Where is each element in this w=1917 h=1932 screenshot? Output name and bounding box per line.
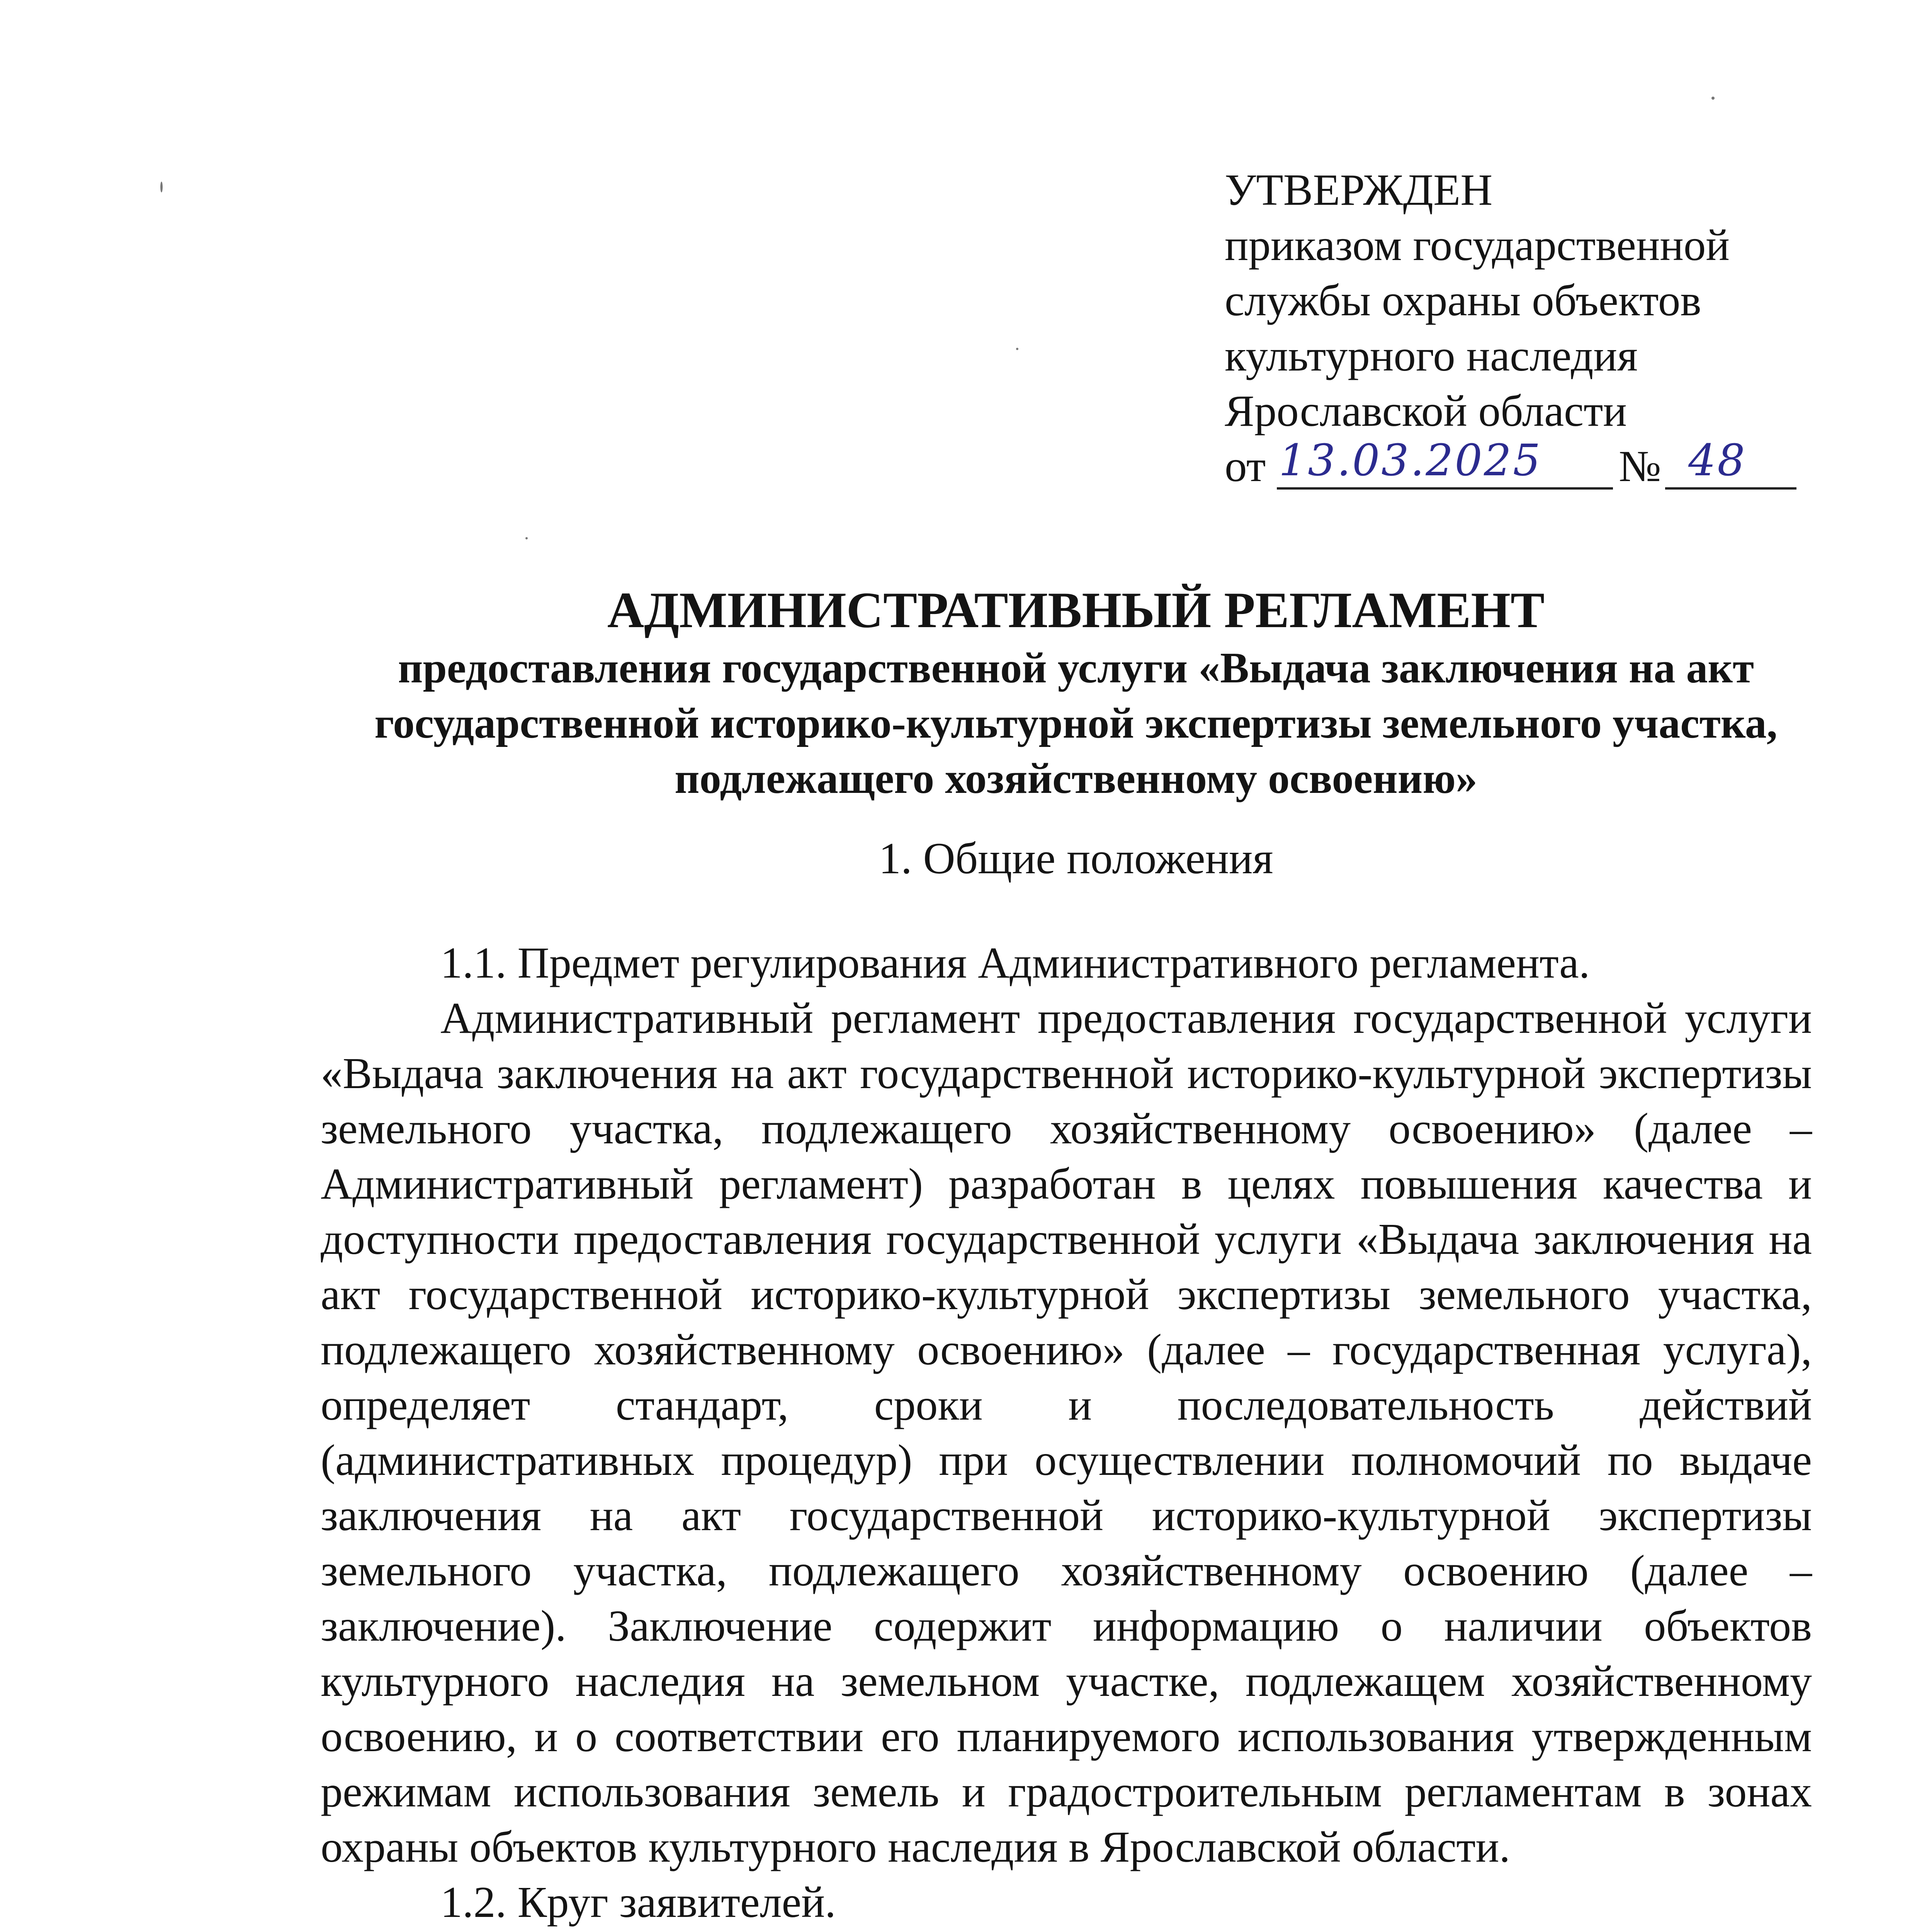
scan-speck bbox=[160, 182, 163, 192]
paragraph: 1.1. Предмет регулирования Административного регламента. bbox=[440, 938, 1590, 987]
approval-line: Ярославской области bbox=[1225, 386, 1627, 435]
scan-speck bbox=[1016, 348, 1018, 350]
document-subtitle-line: предоставления государственной услуги «Выдача заключения на акт bbox=[398, 644, 1754, 692]
handwritten-date: 13.03.2025 bbox=[1279, 435, 1542, 486]
section-title: 1. Общие положения bbox=[879, 834, 1273, 883]
number-underline bbox=[1665, 487, 1796, 490]
paragraph: 1.2. Круг заявителей. bbox=[440, 1878, 836, 1927]
scan-speck bbox=[1711, 97, 1715, 100]
handwritten-number: 48 bbox=[1688, 435, 1747, 486]
approval-line: службы охраны объектов bbox=[1225, 276, 1701, 325]
document-body bbox=[321, 935, 1812, 1932]
approval-line: приказом государственной bbox=[1225, 221, 1730, 270]
date-underline bbox=[1277, 487, 1613, 490]
document-subtitle-line: государственной историко-культурной экспертизы земельного участка, bbox=[374, 699, 1778, 747]
approval-block bbox=[1225, 162, 1785, 494]
approval-heading: УТВЕРЖДЕН bbox=[1225, 165, 1493, 214]
paragraph bbox=[321, 1930, 1812, 1932]
document-title-block bbox=[317, 580, 1835, 806]
approval-line: культурного наследия bbox=[1225, 331, 1638, 380]
document-title: АДМИНИСТРАТИВНЫЙ РЕГЛАМЕНТ bbox=[607, 582, 1545, 638]
scan-speck bbox=[525, 537, 528, 539]
paragraph: Административный регламент предоставления государственной услуги «Выдача заключения на акт государственной историко-культурной экспертизы земельного участка, подлежащего хозяйственному освоению» (далее – Административный регламент) разработан в целях повышения качества и доступности предоставления государственной услуги «Выдача заключения на акт государственной историко-культурной экспертизы земельного участка, подлежащего хозяйственному освоению» (далее – государственная услуга), определяет стандарт, сроки и последовательность действий (административных процедур) при осуществлении полномочий по выдаче заключения на акт государственной историко-культурной экспертизы земельного участка, подлежащего хозяйственному освоению (далее – заключение). Заключение содержит информацию о наличии объектов культурного наследия на земельном участке, подлежащем хозяйственному освоению, и о соответствии его планируемого использования утвержденным режимам использования земель и градостроительным регламентам в зонах охраны объектов культурного наследия в Ярославской области. bbox=[321, 993, 1812, 1871]
number-sign: № bbox=[1619, 442, 1661, 491]
document-subtitle-line: подлежащего хозяйственному освоению» bbox=[675, 755, 1477, 803]
approval-date-row bbox=[1225, 435, 1785, 494]
date-prefix: от bbox=[1225, 442, 1266, 491]
